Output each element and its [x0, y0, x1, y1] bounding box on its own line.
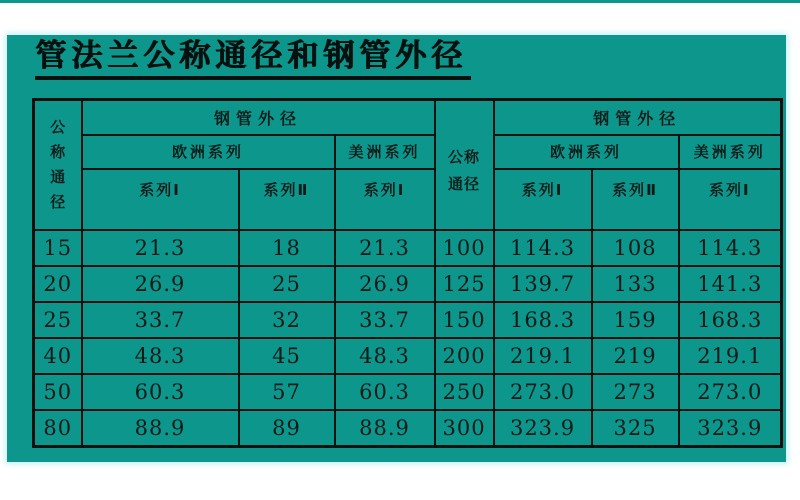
cell-eu-s2-right: 273 [592, 374, 679, 410]
cell-eu-s2-left: 18 [239, 230, 335, 266]
table-row [34, 338, 782, 374]
table-row [34, 266, 782, 302]
table-row [34, 302, 782, 338]
cell-eu-s2-left: 32 [239, 302, 335, 338]
cell-us-s1-left: 21.3 [335, 230, 435, 266]
cell-eu-s2-right: 133 [592, 266, 679, 302]
cell-dn-right: 150 [435, 302, 494, 338]
header-nominal-diameter-left: 公称通径 [34, 100, 82, 230]
header-nominal-diameter-right: 公称通径 [435, 100, 494, 230]
header-series-2-eu-right: 系列Ⅱ [592, 169, 679, 230]
cell-eu-s2-right: 108 [592, 230, 679, 266]
cell-eu-s2-right: 219 [592, 338, 679, 374]
cell-eu-s1-right: 273.0 [494, 374, 592, 410]
cell-eu-s2-left: 25 [239, 266, 335, 302]
cell-eu-s2-right: 159 [592, 302, 679, 338]
cell-dn-left: 80 [34, 410, 82, 447]
page-title: 管法兰公称通径和钢管外径 [35, 39, 471, 80]
header-steel-od-left: 钢管外径 [82, 100, 435, 135]
cell-dn-right: 250 [435, 374, 494, 410]
cell-eu-s1-left: 88.9 [82, 410, 239, 447]
table-row [34, 230, 782, 266]
cell-us-s1-right: 273.0 [679, 374, 782, 410]
cell-eu-s1-left: 60.3 [82, 374, 239, 410]
cell-dn-right: 200 [435, 338, 494, 374]
header-series-1-eu-right: 系列Ⅰ [494, 169, 592, 230]
cell-us-s1-left: 88.9 [335, 410, 435, 447]
cell-eu-s1-left: 21.3 [82, 230, 239, 266]
cell-us-s1-right: 323.9 [679, 410, 782, 447]
header-series-1-eu-left: 系列Ⅰ [82, 169, 239, 230]
cell-eu-s2-right: 325 [592, 410, 679, 447]
header-series-2-eu-left: 系列Ⅱ [239, 169, 335, 230]
header-america-series-right: 美洲系列 [679, 135, 782, 169]
cell-us-s1-left: 33.7 [335, 302, 435, 338]
cell-dn-left: 50 [34, 374, 82, 410]
top-edge-strip [0, 0, 800, 3]
cell-dn-right: 100 [435, 230, 494, 266]
cell-eu-s1-right: 114.3 [494, 230, 592, 266]
header-europe-series-left: 欧洲系列 [82, 135, 335, 169]
cell-eu-s1-left: 33.7 [82, 302, 239, 338]
slide-panel [7, 35, 786, 462]
table-row [34, 374, 782, 410]
cell-eu-s2-left: 89 [239, 410, 335, 447]
cell-dn-left: 20 [34, 266, 82, 302]
pipe-flange-table [32, 98, 783, 448]
header-series-1-us-left: 系列Ⅰ [335, 169, 435, 230]
header-series-1-us-right: 系列Ⅰ [679, 169, 782, 230]
cell-us-s1-left: 60.3 [335, 374, 435, 410]
cell-us-s1-right: 141.3 [679, 266, 782, 302]
cell-dn-right: 125 [435, 266, 494, 302]
header-america-series-left: 美洲系列 [335, 135, 435, 169]
cell-us-s1-left: 48.3 [335, 338, 435, 374]
cell-eu-s1-right: 219.1 [494, 338, 592, 374]
cell-eu-s1-right: 139.7 [494, 266, 592, 302]
cell-eu-s1-left: 26.9 [82, 266, 239, 302]
cell-eu-s1-right: 323.9 [494, 410, 592, 447]
cell-dn-left: 40 [34, 338, 82, 374]
table-row [34, 410, 782, 447]
cell-eu-s1-right: 168.3 [494, 302, 592, 338]
cell-eu-s1-left: 48.3 [82, 338, 239, 374]
cell-eu-s2-left: 57 [239, 374, 335, 410]
cell-us-s1-right: 219.1 [679, 338, 782, 374]
cell-dn-right: 300 [435, 410, 494, 447]
cell-dn-left: 25 [34, 302, 82, 338]
cell-us-s1-left: 26.9 [335, 266, 435, 302]
header-steel-od-right: 钢管外径 [494, 100, 782, 135]
cell-us-s1-right: 168.3 [679, 302, 782, 338]
cell-dn-left: 15 [34, 230, 82, 266]
header-europe-series-right: 欧洲系列 [494, 135, 679, 169]
cell-eu-s2-left: 45 [239, 338, 335, 374]
cell-us-s1-right: 114.3 [679, 230, 782, 266]
